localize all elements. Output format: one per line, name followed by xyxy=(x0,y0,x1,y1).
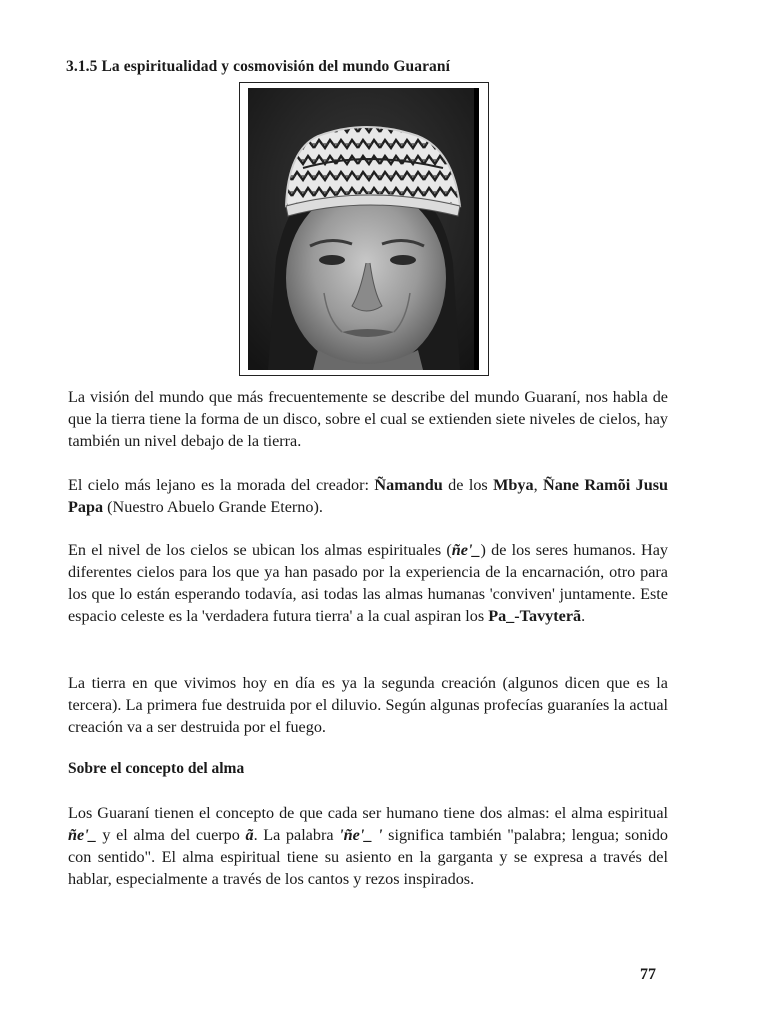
text-run: En el nivel de los cielos se ubican los almas espirituales ( xyxy=(68,541,452,559)
text-run: . xyxy=(581,607,586,625)
text-run: ) de los seres humanos. Hay diferentes cielos para los que ya han pasado por la experiencia de la encarnación, otro para los que lo están esperando todavía, asi todas las almas humanas 'conviven' juntamente. Este espacio celeste es la 'verdadera futura tierra' a la cual aspiran los xyxy=(68,541,669,625)
subheading-soul: Sobre el concepto del alma xyxy=(68,760,245,777)
term-ne: ñe'_ xyxy=(68,826,97,844)
name-pai-tavytera: Pa_-Tavyterã xyxy=(488,607,582,625)
text-run: significa también "palabra; lengua; sonido con sentido". El alma espiritual tiene su asiento en la garganta y se expresa a través del hablar, especialmente a través de los cantos y rezos inspirados. xyxy=(68,826,669,888)
text-run: y el alma del cuerpo xyxy=(96,826,246,844)
portrait-photo xyxy=(248,88,479,370)
photo-frame xyxy=(239,82,489,376)
term-ne-quoted: 'ñe'_ ' xyxy=(339,826,383,844)
paragraph-creation: La tierra en que vivimos hoy en día es ya la segunda creación (algunos dicen que es la tercera). La primera fue destruida por el diluvio. Según algunas profecías guaraníes la actual creación va a ser destruida por el fuego. xyxy=(68,674,668,736)
section-heading: 3.1.5 La espiritualidad y cosmovisión del mundo Guaraní xyxy=(66,58,451,75)
name-namandu: Ñamandu xyxy=(374,476,443,494)
name-nane-ramoi: Ñane Ramõi Jusu Papa xyxy=(68,476,669,516)
portrait-photo-icon xyxy=(248,88,479,370)
paragraph-cosmovision: La visión del mundo que más frecuentemente se describe del mundo Guaraní, nos habla de que la tierra tiene la forma de un disco, sobre el cual se extienden siete niveles de cielos, hay también un nivel debajo de la tierra. xyxy=(68,388,668,450)
text-run: El cielo más lejano es la morada del creador: xyxy=(68,476,375,494)
paragraph-creator xyxy=(68,474,668,518)
paragraph-heavens xyxy=(68,539,668,627)
term-a: ã xyxy=(245,826,254,844)
text-run: (Nuestro Abuelo Grande Eterno). xyxy=(103,498,323,516)
text-run: . La palabra xyxy=(253,826,340,844)
text-run: , xyxy=(533,476,544,494)
paragraph-soul xyxy=(68,802,668,890)
term-ne: ñe'_ xyxy=(451,541,481,559)
text-run: Los Guaraní tienen el concepto de que cada ser humano tiene dos almas: el alma espiritual xyxy=(68,804,668,822)
text-run: de los xyxy=(442,476,494,494)
name-mbya: Mbya xyxy=(493,476,534,494)
page-number: 77 xyxy=(640,966,656,983)
